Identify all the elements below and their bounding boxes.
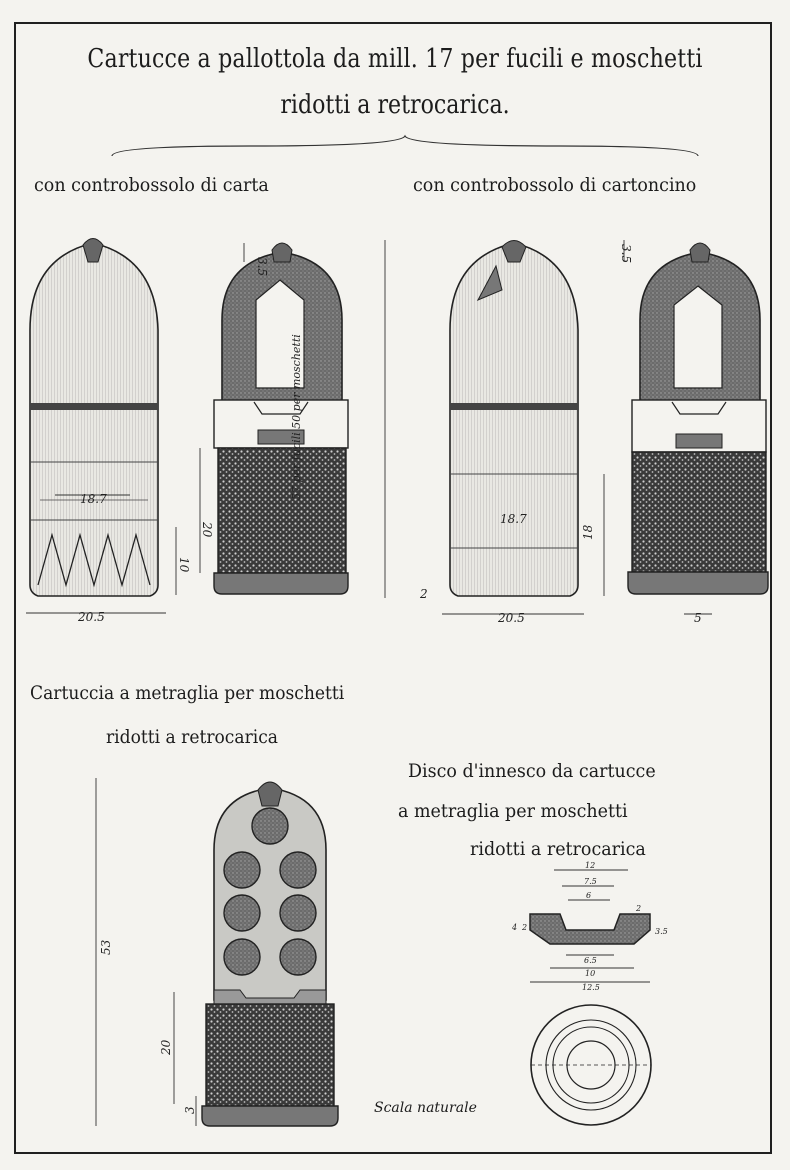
heading-disc-line-3: ridotti a retrocarica: [470, 838, 646, 860]
heading-disc-line-2: a metraglia per moschetti: [398, 800, 628, 822]
cartridge-paper-section: [214, 243, 348, 594]
primer-disc-section: [530, 914, 650, 944]
primer-disc-plan: [531, 1005, 651, 1125]
dim-disc-right-top: 2: [636, 904, 642, 913]
dim-card-charge: 18: [581, 524, 595, 540]
dim-card-left-small: 2: [420, 587, 428, 601]
dim-card-base: 5: [694, 611, 702, 625]
dim-paper-charge: 20: [200, 522, 214, 538]
heading-grapeshot-line-2: ridotti a retrocarica: [106, 726, 278, 748]
dim-disc-bottom-inner: 6.5: [584, 956, 597, 965]
dim-disc-top-mid: 7.5: [584, 877, 597, 886]
dim-paper-base: 10: [177, 557, 191, 573]
dim-card-base-width: 20.5: [498, 611, 525, 625]
dim-paper-top: 3.5: [255, 257, 269, 277]
title-line-2: ridotti a retrocarica.: [280, 90, 510, 120]
heading-grapeshot-line-1: Cartuccia a metraglia per moschetti: [30, 682, 345, 704]
cartridge-card-section: [628, 243, 768, 594]
dim-disc-bottom-mid: 10: [585, 969, 596, 978]
dim-disc-top-inner: 6: [586, 891, 592, 900]
dim-grape-charge: 20: [159, 1039, 173, 1055]
scale-note: Scala naturale: [374, 1100, 477, 1116]
dim-paper-diameter: 18.7: [80, 492, 107, 506]
title-line-1: Cartucce a pallottola da mill. 17 per fucili e moschetti: [87, 44, 703, 74]
dim-grape-base: 3: [183, 1106, 197, 1114]
grapeshot-cartridge: [202, 782, 338, 1126]
dim-grape-height: 53: [99, 939, 113, 955]
dim-disc-left-b: 2: [522, 923, 528, 932]
dim-disc-top-outer: 12: [585, 861, 596, 870]
cartridge-paper-exterior: [30, 239, 158, 597]
dim-card-height: 57 per fucili 50 per moschetti: [290, 334, 303, 500]
heading-card-cartridge: con controbossolo di cartoncino: [413, 174, 697, 196]
dim-disc-bottom-outer: 12.5: [582, 983, 600, 992]
dim-disc-right-side: 3.5: [655, 927, 668, 936]
dim-card-top: 3.5: [619, 244, 633, 264]
cartridge-card-exterior: [450, 241, 578, 597]
dim-paper-base-width: 20.5: [78, 610, 105, 624]
heading-disc-line-1: Disco d'innesco da cartucce: [408, 760, 656, 782]
dim-card-diameter: 18.7: [500, 512, 527, 526]
title-brace: [112, 136, 698, 156]
heading-paper-cartridge: con controbossolo di carta: [34, 174, 269, 196]
dim-disc-left-a: 4: [512, 923, 518, 932]
